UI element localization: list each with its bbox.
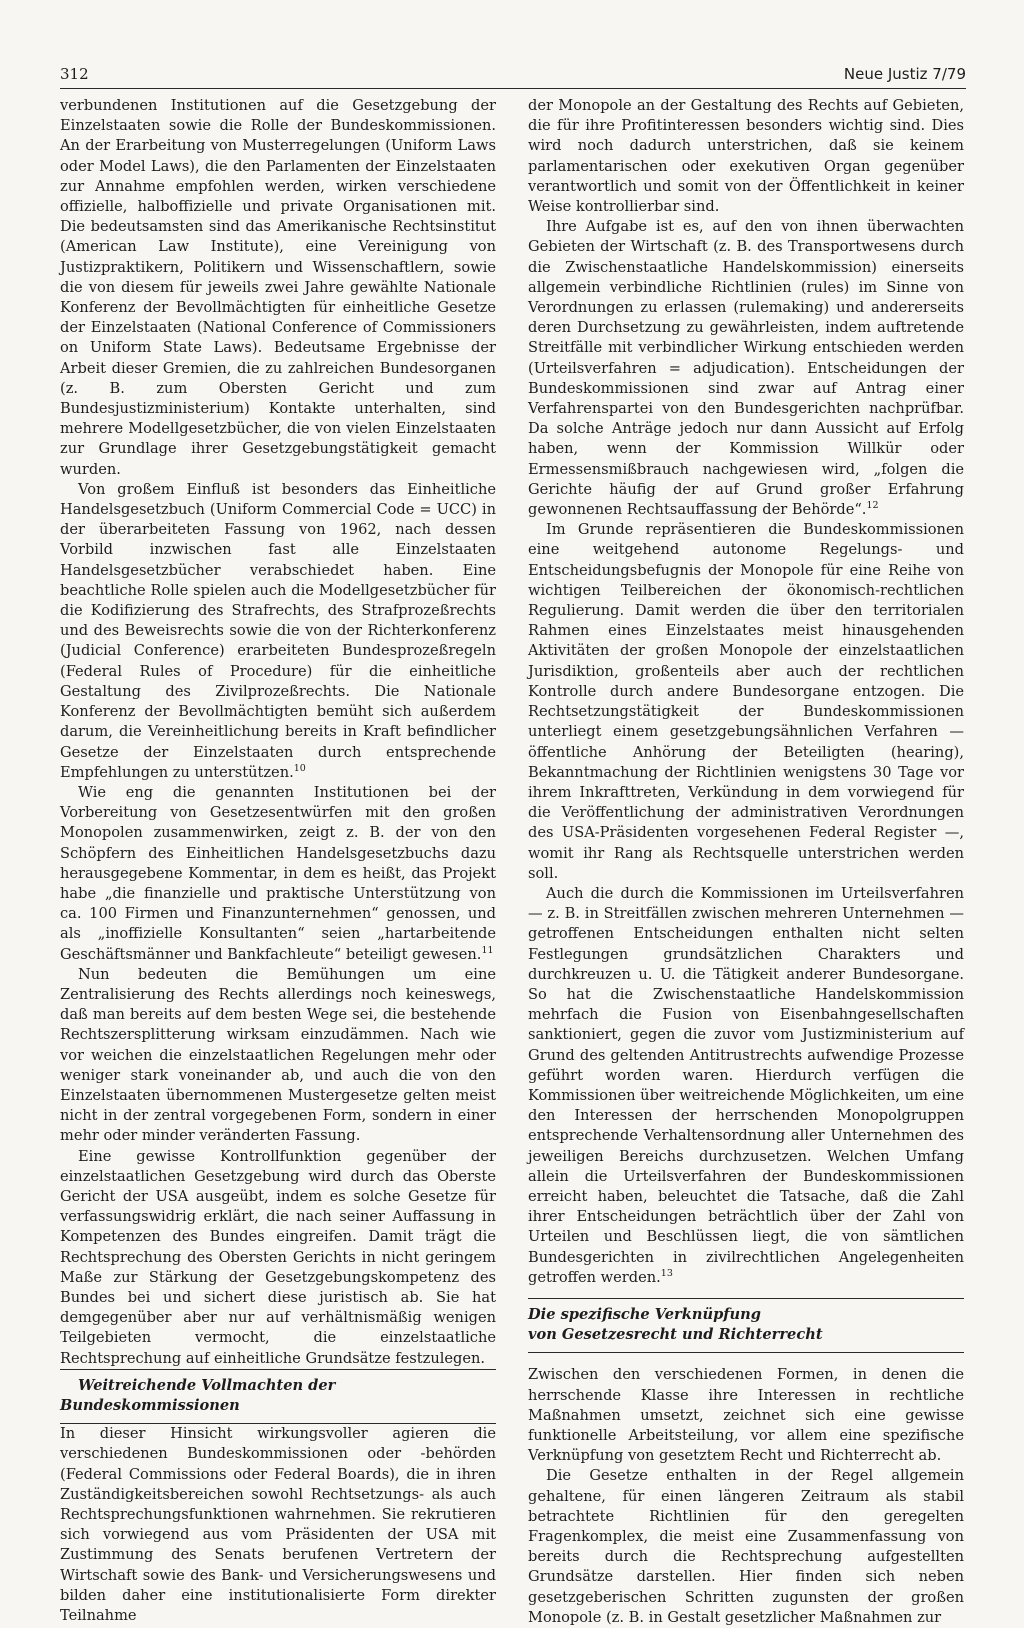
paragraph: Die Gesetze enthalten in der Regel allgemein gehaltene, für einen längeren Zeitraum als stabil betrachtete Richtlinien für den geregelten Fragenkomplex, die meist eine Zusammenfassung von bereits durch die Rechtsprechung aufgestellten Grundsätze darstellen. Hier finden sich neben gesetzgeberischen Schritten zugunsten der großen Monopole (z. B. in Gestalt gesetzlicher Maßnahmen zur [528, 1467, 964, 1626]
footnote-ref: 11 [481, 944, 494, 956]
section-heading-line: Die spezifische Verknüpfung [528, 1305, 761, 1323]
paragraph: Auch die durch die Kommissionen im Urteilsverfahren — z. B. in Streitfällen zwischen mehreren Unternehmen — getroffenen Entscheidungen enthalten nicht selten Festlegungen grundsätzlichen Charakters und durchkreuzen u. U. die Tätigkeit anderer Bundesorgane. So hat die Zwischenstaatliche Handelskommission mehrfach die Fusion von Eisenbahngesellschaften sanktioniert, gegen die zuvor vom Justizministerium auf Grund des geltenden Antitrustrechts aufwendige Prozesse geführt worden waren. Hierdurch verfügen die Kommissionen über weitreichende Möglichkeiten, um eine den Interessen der herrschenden Monopolgruppen entsprechende Verhaltensordnung aller Unternehmen des jeweiligen Bereichs durchzusetzen. Welchen Umfang allein die Urteilsverfahren der Bundeskommissionen erreicht haben, beleuchtet die Tatsache, daß die Zahl ihrer Entscheidungen beträchtlich über der Zahl von Urteilen und Beschlüssen liegt, die von sämtlichen Bundesgerichten in zivilrechtlichen Angelegenheiten getroffen werden.$^{13}$ [528, 884, 964, 1286]
page-number: 312 [60, 65, 89, 83]
journal-title: Neue Justiz 7/79 [843, 65, 966, 83]
paragraph: Zwischen den verschiedenen Formen, in denen die herrschende Klasse ihre Interessen in rechtliche Maßnahmen umsetzt, zeichnet sich eine gewisse funktionelle Arbeitsteilung, vor allem eine spezifische Verknüpfung von gesetztem Recht und Richterrecht ab. [528, 1366, 964, 1465]
footnote-ref: 10 [293, 762, 306, 774]
paragraph: der Monopole an der Gestaltung des Rechts auf Gebieten, die für ihre Profitinteressen besonders wichtig sind. Dies wird noch dadurch unterstrichen, daß sie keinem parlamentarischen oder exekutiven Organ gegenüber verantwortlich und somit von der Öffentlichkeit in keiner Weise kontrollierbar sind. [528, 97, 964, 216]
footnote-ref: 13 [660, 1267, 673, 1279]
page-header [60, 62, 966, 86]
right-column [528, 96, 964, 1628]
paragraph: Im Grunde repräsentieren die Bundeskommissionen eine weitgehend autonome Regelungs- und Entscheidungsbefugnis der Monopole für eine Reihe von wichtigen Teilbereichen der ökonomisch-rechtlichen Regulierung. Damit werden die über den territorialen Rahmen eines Einzelstaates meist hinausgehenden Aktivitäten der großen Monopole der einzelstaatlichen Jurisdiktion, großenteils aber auch der rechtlichen Kontrolle durch andere Bundesorgane entzogen. Die Rechtsetzungstätigkeit der Bundeskommissionen unterliegt einem gesetzgebungsähnlichen Verfahren — öffentliche Anhörung der Beteiligten (hearing), Bekanntmachung der Richtlinien wenigstens 30 Tage vor ihrem Inkrafttreten, Verkündung in dem vorwiegend für die Veröffentlichung der administrativen Verordnungen des USA-Präsidenten vorgesehenen Federal Register —, womit ihr Rang als Rechtsquelle unterstrichen werden soll. [528, 521, 964, 882]
paragraph: Eine gewisse Kontrollfunktion gegenüber der einzelstaatlichen Gesetzgebung wird durch das Oberste Gericht der USA ausgeübt, indem es solche Gesetze für verfassungswidrig erklärt, die nach seiner Auffassung in Kompetenzen des Bundes eingreifen. Damit trägt die Rechtsprechung des Obersten Gerichts in nicht geringem Maße zur Stärkung der Gesetzgebungskompetenz des Bundes bei und sichert diese juristisch ab. Sie hat demgegenüber aber nur auf verhältnismäßig wenigen Teilgebieten vermocht, die einzelstaatliche Rechtsprechung auf einheitliche Grundsätze festzulegen. [60, 1147, 496, 1367]
section-heading-line: von Gesetzesrecht und Richterrecht [528, 1326, 823, 1344]
header-rule [60, 88, 966, 89]
paragraph: Ihre Aufgabe ist es, auf den von ihnen überwachten Gebieten der Wirtschaft (z. B. des Transportwesens durch die Zwischenstaatliche Handelskommission) einerseits allgemein verbindliche Richtlinien (rules) im Sinne von Verordnungen zu erlassen (rulemaking) und andererseits deren Durchsetzung zu gewährleisten, indem auftretende Streitfälle mit verbindlicher Wirkung entschieden werden (Urteilsverfahren = adjudication). Entscheidungen der Bundeskommissionen sind zwar auf Antrag einer Verfahrenspartei von den Bundesgerichten nachprüfbar. Da solche Anträge jedoch nur dann Aussicht auf Erfolg haben, wenn der Kommission Willkür oder Ermessensmißbrauch nachgewiesen wird, „folgen die Gerichte häufig der auf Grund großer Erfahrung gewonnenen Rechtsauffassung der Behörde“.$^{12}$ [528, 218, 964, 519]
paragraph: Nun bedeuten die Bemühungen um eine Zentralisierung des Rechts allerdings noch keineswegs, daß man bereits auf dem besten Wege sei, die bestehende Rechtszersplitterung wirksam einzudämmen. Nach wie vor weichen die einzelstaatlichen Regelungen mehr oder weniger stark voneinander ab, und auch die von den Einzelstaaten übernommenen Mustergesetze gelten meist nicht in der zentral vorgegebenen Form, sondern in einer mehr oder minder veränderten Fassung. [60, 965, 496, 1145]
section-heading [528, 1298, 964, 1353]
paragraph: In dieser Hinsicht wirkungsvoller agieren die verschiedenen Bundeskommissionen oder -behörden (Federal Commissions oder Federal Boards), die in ihren Zuständigkeitsbereichen sowohl Rechtsetzungs- als auch Rechtsprechungsfunktionen wahrnehmen. Sie rekrutieren sich vorwiegend aus vom Präsidenten der USA mit Zustimmung des Senats berufenen Vertretern der Wirtschaft sowie des Bank- und Versicherungswesens und bilden daher eine institutionalisierte Form direkter Teilnahme [60, 1425, 496, 1625]
paragraph: Wie eng die genannten Institutionen bei der Vorbereitung von Gesetzesentwürfen mit den großen Monopolen zusammenwirken, zeigt z. B. der von den Schöpfern des Einheitlichen Handelsgesetzbuchs dazu herausgegebene Kommentar, in dem es heißt, das Projekt habe „die finanzielle und praktische Unterstützung von ca. 100 Firmen und Finanzunternehmen“ genossen, und als „inoffizielle Konsultanten“ seien „hartarbeitende Geschäftsmänner und Bankfachleute“ beteiligt gewesen.$^{11}$ [60, 783, 496, 963]
footnote-ref: 12 [866, 500, 879, 512]
section-heading: Weitreichende Vollmachten der Bundeskommissionen [60, 1369, 496, 1424]
paragraph: verbundenen Institutionen auf die Gesetzgebung der Einzelstaaten sowie die Rolle der Bundeskommissionen. An der Erarbeitung von Musterregelungen (Uniform Laws oder Model Laws), die den Parlamenten der Einzelstaaten zur Annahme empfohlen werden, wirken verschiedene offizielle, halboffizielle und private Organisationen mit. Die bedeutsamsten sind das Amerikanische Rechtsinstitut (American Law Institute), eine Vereinigung von Justizpraktikern, Politikern und Wissenschaftlern, sowie die von diesem für jeweils zwei Jahre gewählte Nationale Konferenz der Bevollmächtigten für einheitliche Gesetze der Einzelstaaten (National Conference of Commissioners on Uniform State Laws). Bedeutsame Ergebnisse der Arbeit dieser Gremien, die zu zahlreichen Bundesorganen (z. B. zum Obersten Gericht und zum Bundesjustizministerium) Kontakte unterhalten, sind mehrere Modellgesetzbücher, die von vielen Einzelstaaten zur Grundlage ihrer Gesetzgebungstätigkeit gemacht wurden. [60, 97, 496, 478]
paragraph: Von großem Einfluß ist besonders das Einheitliche Handelsgesetzbuch (Uniform Commercial Code = UCC) in der überarbeiteten Fassung von 1962, nach dessen Vorbild inzwischen fast alle Einzelstaaten Handelsgesetzbücher verabschiedet haben. Eine beachtliche Rolle spielen auch die Modellgesetzbücher für die Kodifizierung des Strafrechts, des Strafprozeßrechts und des Beweisrechts sowie die von der Richterkonferenz (Judicial Conference) erarbeiteten Bundesprozeßregeln (Federal Rules of Procedure) für die einheitliche Gestaltung des Zivilprozeßrechts. Die Nationale Konferenz der Bevollmächtigten bemüht sich außerdem darum, die Vereinheitlichung bereits in Kraft befindlicher Gesetze der Einzelstaaten durch entsprechende Empfehlungen zu unterstützen.$^{10}$ [60, 480, 496, 781]
left-column [60, 96, 496, 1626]
